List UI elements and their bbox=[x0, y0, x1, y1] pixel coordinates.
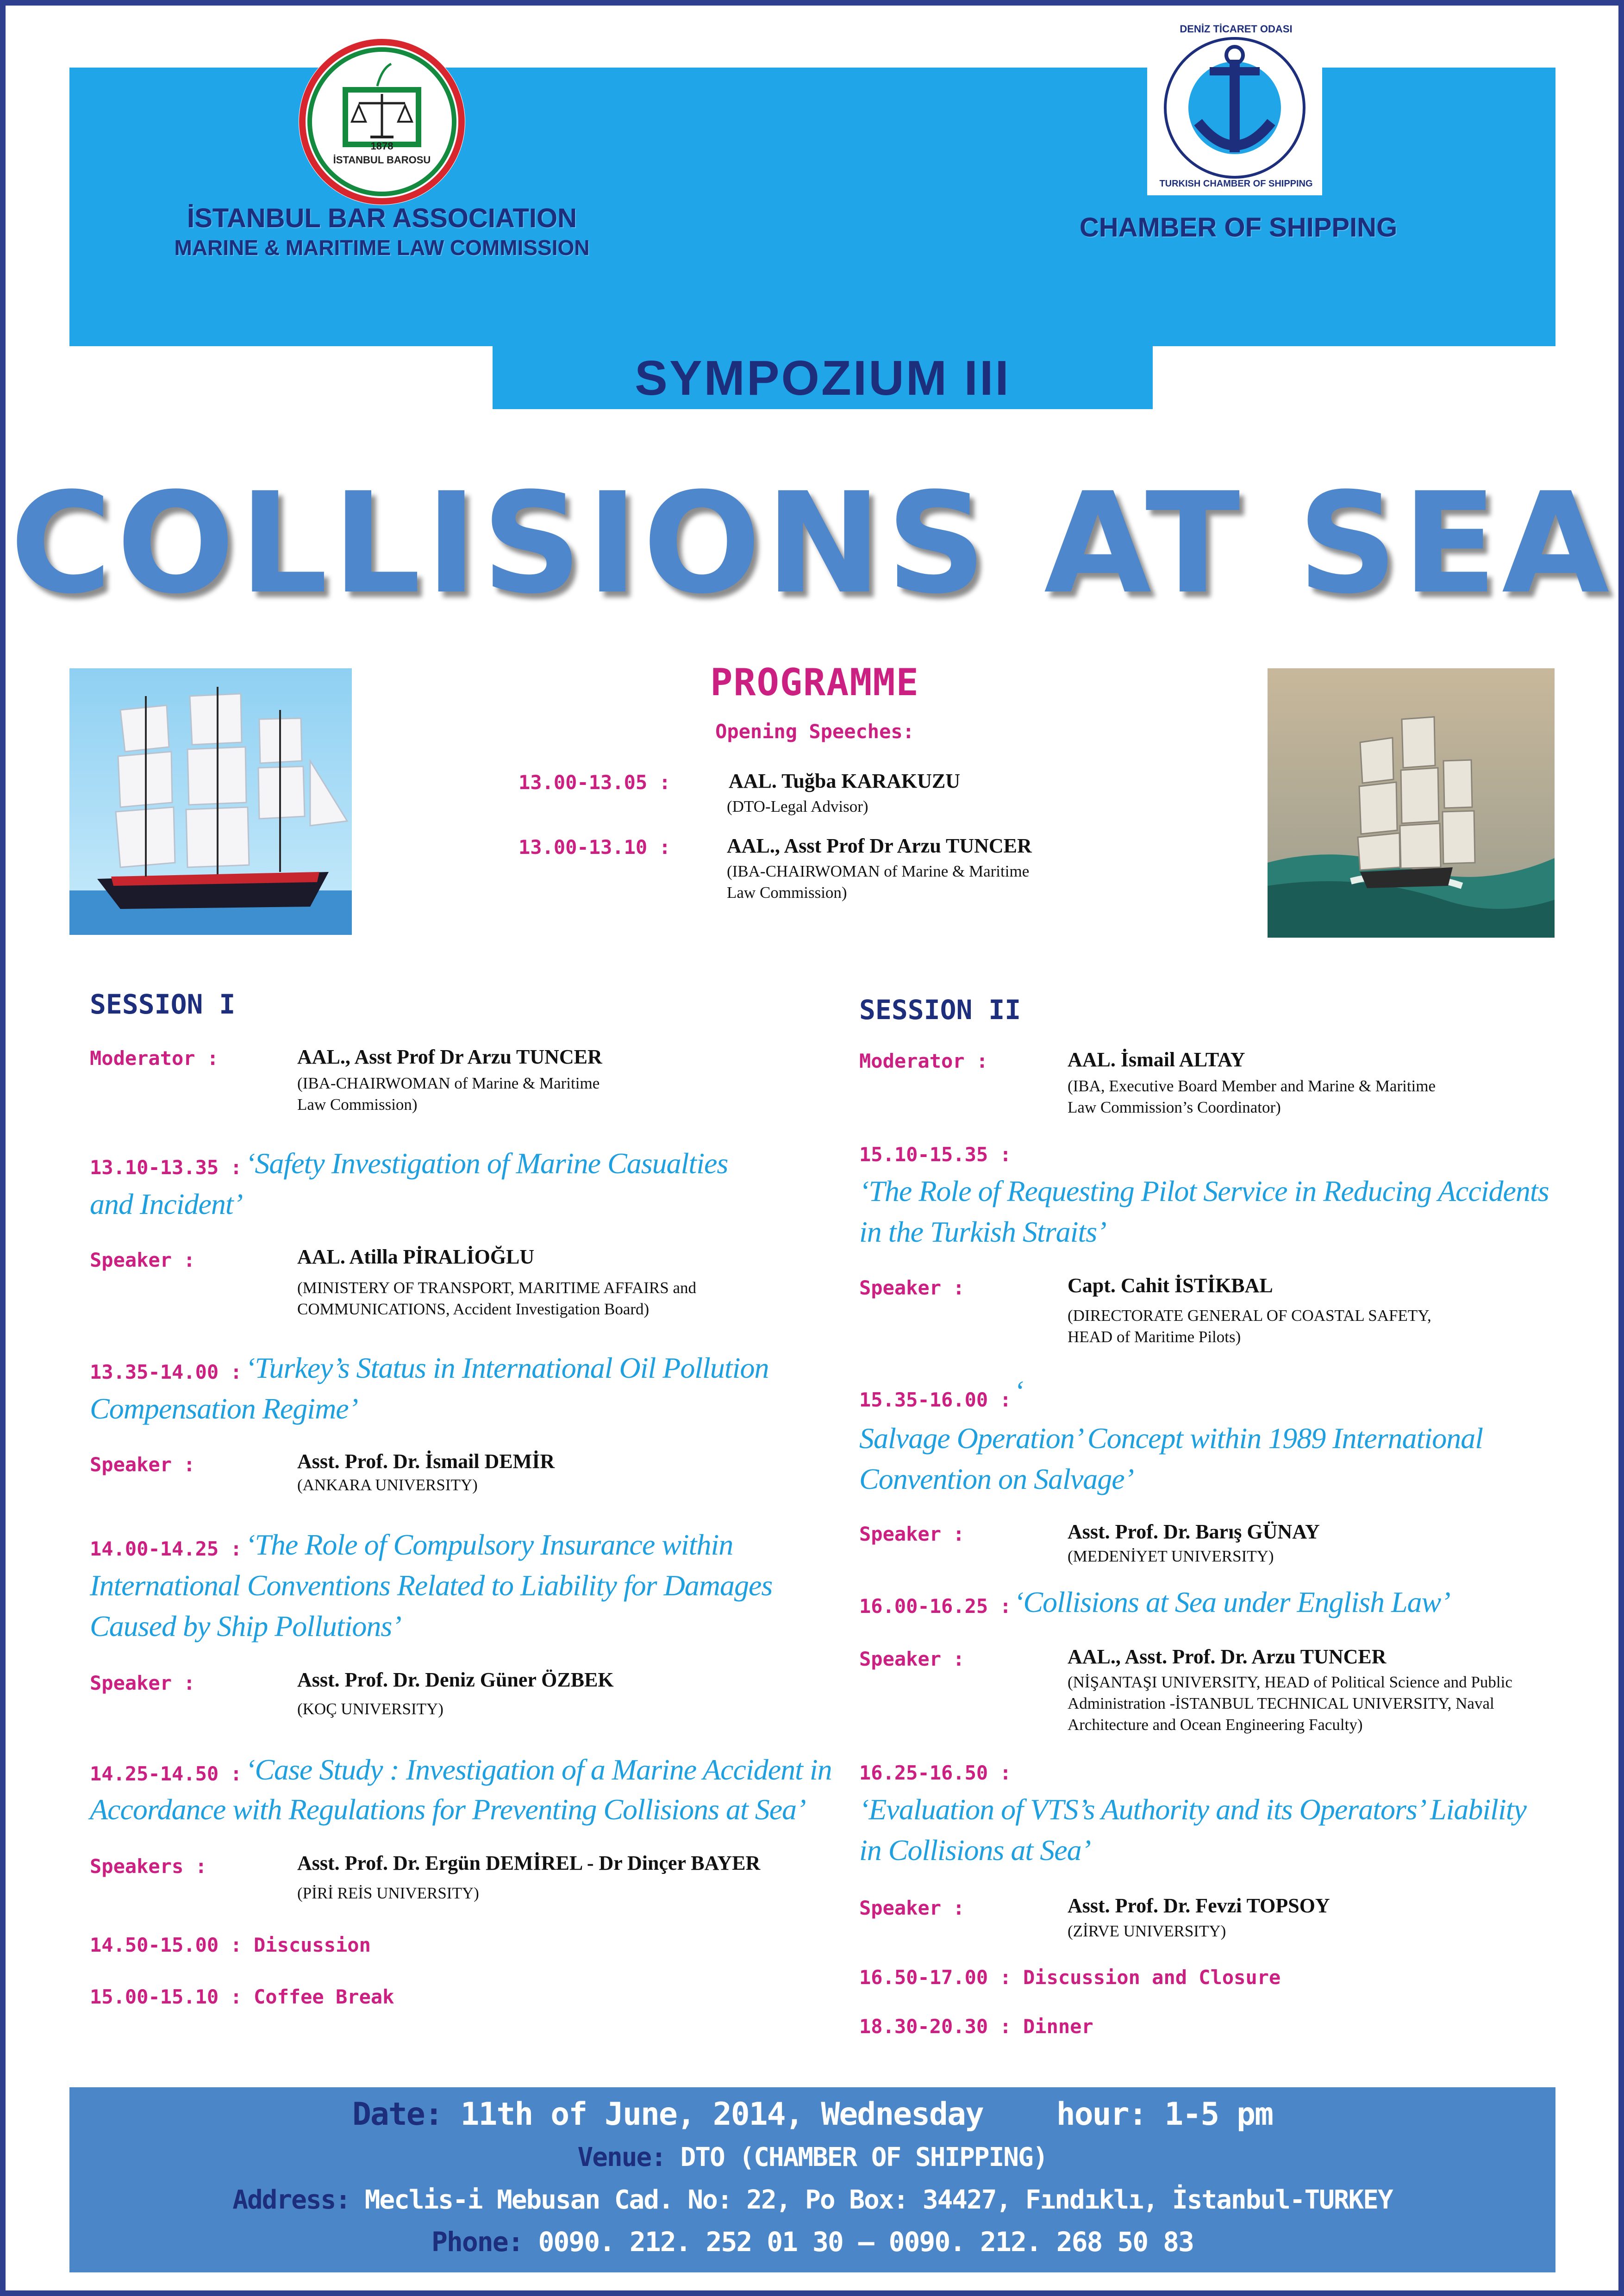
s2-talk1-affil-a: (DIRECTORATE GENERAL OF COASTAL SAFETY, bbox=[1068, 1307, 1431, 1325]
date-value: 11th of June, 2014, Wednesday bbox=[460, 2096, 983, 2133]
s2-talk2-affil: (MEDENİYET UNIVERSITY) bbox=[1068, 1547, 1274, 1565]
s2-talk3-affil-b: Administration -İSTANBUL TECHNICAL UNIVERSITY, Naval bbox=[1068, 1694, 1494, 1712]
commission-name: MARINE & MARITIME LAW COMMISSION bbox=[174, 236, 590, 260]
session-1-heading: SESSION I bbox=[90, 989, 236, 1020]
logo-top-text: DENİZ TİCARET ODASI bbox=[1180, 23, 1293, 35]
s2-talk4-speaker: Asst. Prof. Dr. Fevzi TOPSOY bbox=[1068, 1894, 1330, 1917]
s2-dinner: 18.30-20.30 : Dinner bbox=[859, 2015, 1093, 2038]
opening-affil-1: (DTO-Legal Advisor) bbox=[727, 797, 868, 815]
footer-address-line bbox=[69, 2183, 1555, 2218]
s1-talk1-affil-b: COMMUNICATIONS, Accident Investigation Board) bbox=[297, 1300, 650, 1318]
session-1-moderator-name: AAL., Asst Prof Dr Arzu TUNCER bbox=[297, 1045, 602, 1068]
s1-talk3-speaker: Asst. Prof. Dr. Deniz Güner ÖZBEK bbox=[297, 1668, 614, 1691]
s2-talk2-title-a: Salvage Operation’ Concept within 1989 International bbox=[859, 1422, 1483, 1455]
main-title: COLLISIONS AT SEA bbox=[10, 463, 1614, 624]
s2-talk3-affil-c: Architecture and Ocean Engineering Faculty) bbox=[1068, 1716, 1363, 1734]
opening-speeches-heading: Opening Speeches: bbox=[715, 720, 914, 743]
phone-label: Phone: bbox=[431, 2226, 523, 2258]
s2-talk3-title: ‘Collisions at Sea under English Law’ bbox=[1014, 1586, 1450, 1618]
s1-talk4-title-b: Accordance with Regulations for Preventing Collisions at Sea’ bbox=[90, 1793, 806, 1826]
s1-talk3-title-a: ‘The Role of Compulsory Insurance within bbox=[245, 1528, 733, 1561]
s1-talk4-time: 14.25-14.50 : bbox=[90, 1762, 242, 1785]
s2-talk2-quote: ‘ bbox=[1014, 1375, 1024, 1407]
s1-talk3-title-c: Caused by Ship Pollutions’ bbox=[90, 1610, 401, 1643]
s1-talk1-time: 13.10-13.35 : bbox=[90, 1156, 242, 1179]
s1-talk4-title-a: ‘Case Study : Investigation of a Marine Accident in bbox=[245, 1753, 832, 1786]
opening-time-1: 13.00-13.05 : bbox=[518, 771, 671, 794]
phone-value: 0090. 212. 252 01 30 – 0090. 212. 268 50 83 bbox=[538, 2226, 1193, 2258]
s2-talk3-time: 16.00-16.25 : bbox=[859, 1595, 1012, 1618]
s1-talk4-affil: (PİRİ REİS UNIVERSITY) bbox=[297, 1884, 479, 1902]
session-2-moderator-affil-a: (IBA, Executive Board Member and Marine & Maritime bbox=[1068, 1077, 1436, 1095]
session-2-moderator-name: AAL. İsmail ALTAY bbox=[1068, 1048, 1245, 1071]
s1-talk2-title-a: ‘Turkey’s Status in International Oil Pollution bbox=[245, 1351, 769, 1384]
opening-speaker-2: AAL., Asst Prof Dr Arzu TUNCER bbox=[727, 834, 1032, 857]
s2-talk1-speaker-label: Speaker : bbox=[859, 1276, 965, 1299]
venue-value: DTO (CHAMBER OF SHIPPING) bbox=[680, 2142, 1048, 2172]
sailing-ship-photo-left bbox=[69, 668, 352, 935]
s2-talk4-affil: (ZİRVE UNIVERSITY) bbox=[1068, 1922, 1226, 1940]
session-1-moderator-affil-a: (IBA-CHAIRWOMAN of Marine & Maritime bbox=[297, 1074, 600, 1092]
s1-talk3-title-b: International Conventions Related to Liability for Damages bbox=[90, 1569, 773, 1602]
istanbul-bar-name: İSTANBUL BAR ASSOCIATION bbox=[187, 203, 577, 233]
s2-talk4-title-a: ‘Evaluation of VTS’s Authority and its Operators’ Liability bbox=[859, 1793, 1526, 1826]
footer-venue-line bbox=[69, 2140, 1555, 2175]
hour-value: hour: 1-5 pm bbox=[1056, 2096, 1273, 2133]
s1-talk1-title-b: and Incident’ bbox=[90, 1188, 243, 1220]
session-2-moderator-affil-b: Law Commission’s Coordinator) bbox=[1068, 1098, 1281, 1116]
s1-talk2-title-b: Compensation Regime’ bbox=[90, 1392, 358, 1425]
s1-coffee-break: 15.00-15.10 : Coffee Break bbox=[90, 1985, 394, 2008]
s2-talk4-title-b: in Collisions at Sea’ bbox=[859, 1834, 1091, 1867]
s2-talk1-time: 15.10-15.35 : bbox=[859, 1143, 1012, 1166]
s1-talk1-title-a: ‘Safety Investigation of Marine Casualties bbox=[245, 1147, 728, 1180]
s2-talk3-speaker-label: Speaker : bbox=[859, 1648, 965, 1670]
s1-talk1-speaker: AAL. Atilla PİRALİOĞLU bbox=[297, 1245, 535, 1268]
s2-talk2-title-b: Convention on Salvage’ bbox=[859, 1462, 1134, 1495]
s1-discussion: 14.50-15.00 : Discussion bbox=[90, 1934, 371, 1956]
footer-date-line bbox=[69, 2094, 1555, 2135]
session-2-moderator-label: Moderator : bbox=[859, 1050, 988, 1072]
istanbul-bar-logo bbox=[296, 36, 468, 207]
s1-talk2-affil: (ANKARA UNIVERSITY) bbox=[297, 1476, 478, 1494]
s2-talk1-title-a: ‘The Role of Requesting Pilot Service in Reducing Accidents bbox=[859, 1175, 1549, 1207]
opening-affil-2b: Law Commission) bbox=[727, 884, 847, 902]
footer-phone-line bbox=[69, 2224, 1555, 2259]
chamber-of-shipping-logo bbox=[1147, 20, 1322, 195]
opening-time-2: 13.00-13.10 : bbox=[518, 836, 671, 859]
session-2-heading: SESSION II bbox=[859, 994, 1021, 1026]
session-1-moderator-affil-b: Law Commission) bbox=[297, 1095, 418, 1114]
s1-talk2-time: 13.35-14.00 : bbox=[90, 1361, 242, 1383]
s2-talk2-speaker-label: Speaker : bbox=[859, 1523, 965, 1545]
s1-talk3-speaker-label: Speaker : bbox=[90, 1672, 195, 1694]
s2-talk3-affil-a: (NİŞANTAŞI UNIVERSITY, HEAD of Political Science and Public bbox=[1068, 1673, 1512, 1691]
chamber-of-shipping-name: CHAMBER OF SHIPPING bbox=[1079, 212, 1398, 243]
s2-talk2-time: 15.35-16.00 : bbox=[859, 1388, 1012, 1411]
s2-talk4-speaker-label: Speaker : bbox=[859, 1897, 965, 1919]
venue-label: Venue: bbox=[577, 2142, 666, 2172]
logo-bottom-text: TURKISH CHAMBER OF SHIPPING bbox=[1159, 179, 1313, 189]
logo-year: 1878 bbox=[370, 140, 394, 152]
opening-speaker-1: AAL. Tuğba KARAKUZU bbox=[729, 770, 961, 792]
opening-affil-2a: (IBA-CHAIRWOMAN of Marine & Maritime bbox=[727, 862, 1030, 880]
s2-talk2-speaker: Asst. Prof. Dr. Barış GÜNAY bbox=[1068, 1520, 1320, 1543]
s2-talk1-speaker: Capt. Cahit İSTİKBAL bbox=[1068, 1274, 1273, 1297]
s2-talk3-speaker: AAL., Asst. Prof. Dr. Arzu TUNCER bbox=[1068, 1645, 1387, 1668]
address-label: Address: bbox=[232, 2185, 350, 2215]
s1-talk4-speaker-label: Speakers : bbox=[90, 1855, 207, 1878]
programme-heading: PROGRAMME bbox=[710, 661, 919, 704]
s2-discussion-closure: 16.50-17.00 : Discussion and Closure bbox=[859, 1966, 1281, 1989]
logo-caption: İSTANBUL BAROSU bbox=[333, 154, 431, 166]
s1-talk3-affil: (KOÇ UNIVERSITY) bbox=[297, 1700, 443, 1718]
date-label: Date: bbox=[352, 2096, 443, 2133]
address-value: Meclis-i Mebusan Cad. No: 22, Po Box: 34427, Fındıklı, İstanbul-TURKEY bbox=[364, 2185, 1393, 2215]
s1-talk2-speaker-label: Speaker : bbox=[90, 1453, 195, 1476]
s1-talk1-affil-a: (MINISTERY OF TRANSPORT, MARITIME AFFAIRS and bbox=[297, 1279, 696, 1297]
s2-talk4-time: 16.25-16.50 : bbox=[859, 1761, 1012, 1784]
s2-talk1-affil-b: HEAD of Maritime Pilots) bbox=[1068, 1328, 1241, 1346]
symposium-title: SYMPOZIUM III bbox=[635, 351, 1011, 405]
s1-talk2-speaker: Asst. Prof. Dr. İsmail DEMİR bbox=[297, 1450, 555, 1473]
s1-talk4-speaker: Asst. Prof. Dr. Ergün DEMİREL - Dr Dinçer BAYER bbox=[297, 1852, 761, 1874]
s1-talk1-speaker-label: Speaker : bbox=[90, 1249, 195, 1271]
session-1-moderator-label: Moderator : bbox=[90, 1047, 219, 1070]
s1-talk3-time: 14.00-14.25 : bbox=[90, 1537, 242, 1560]
s2-talk1-title-b: in the Turkish Straits’ bbox=[859, 1215, 1106, 1248]
sailing-ship-painting-right bbox=[1268, 668, 1555, 938]
